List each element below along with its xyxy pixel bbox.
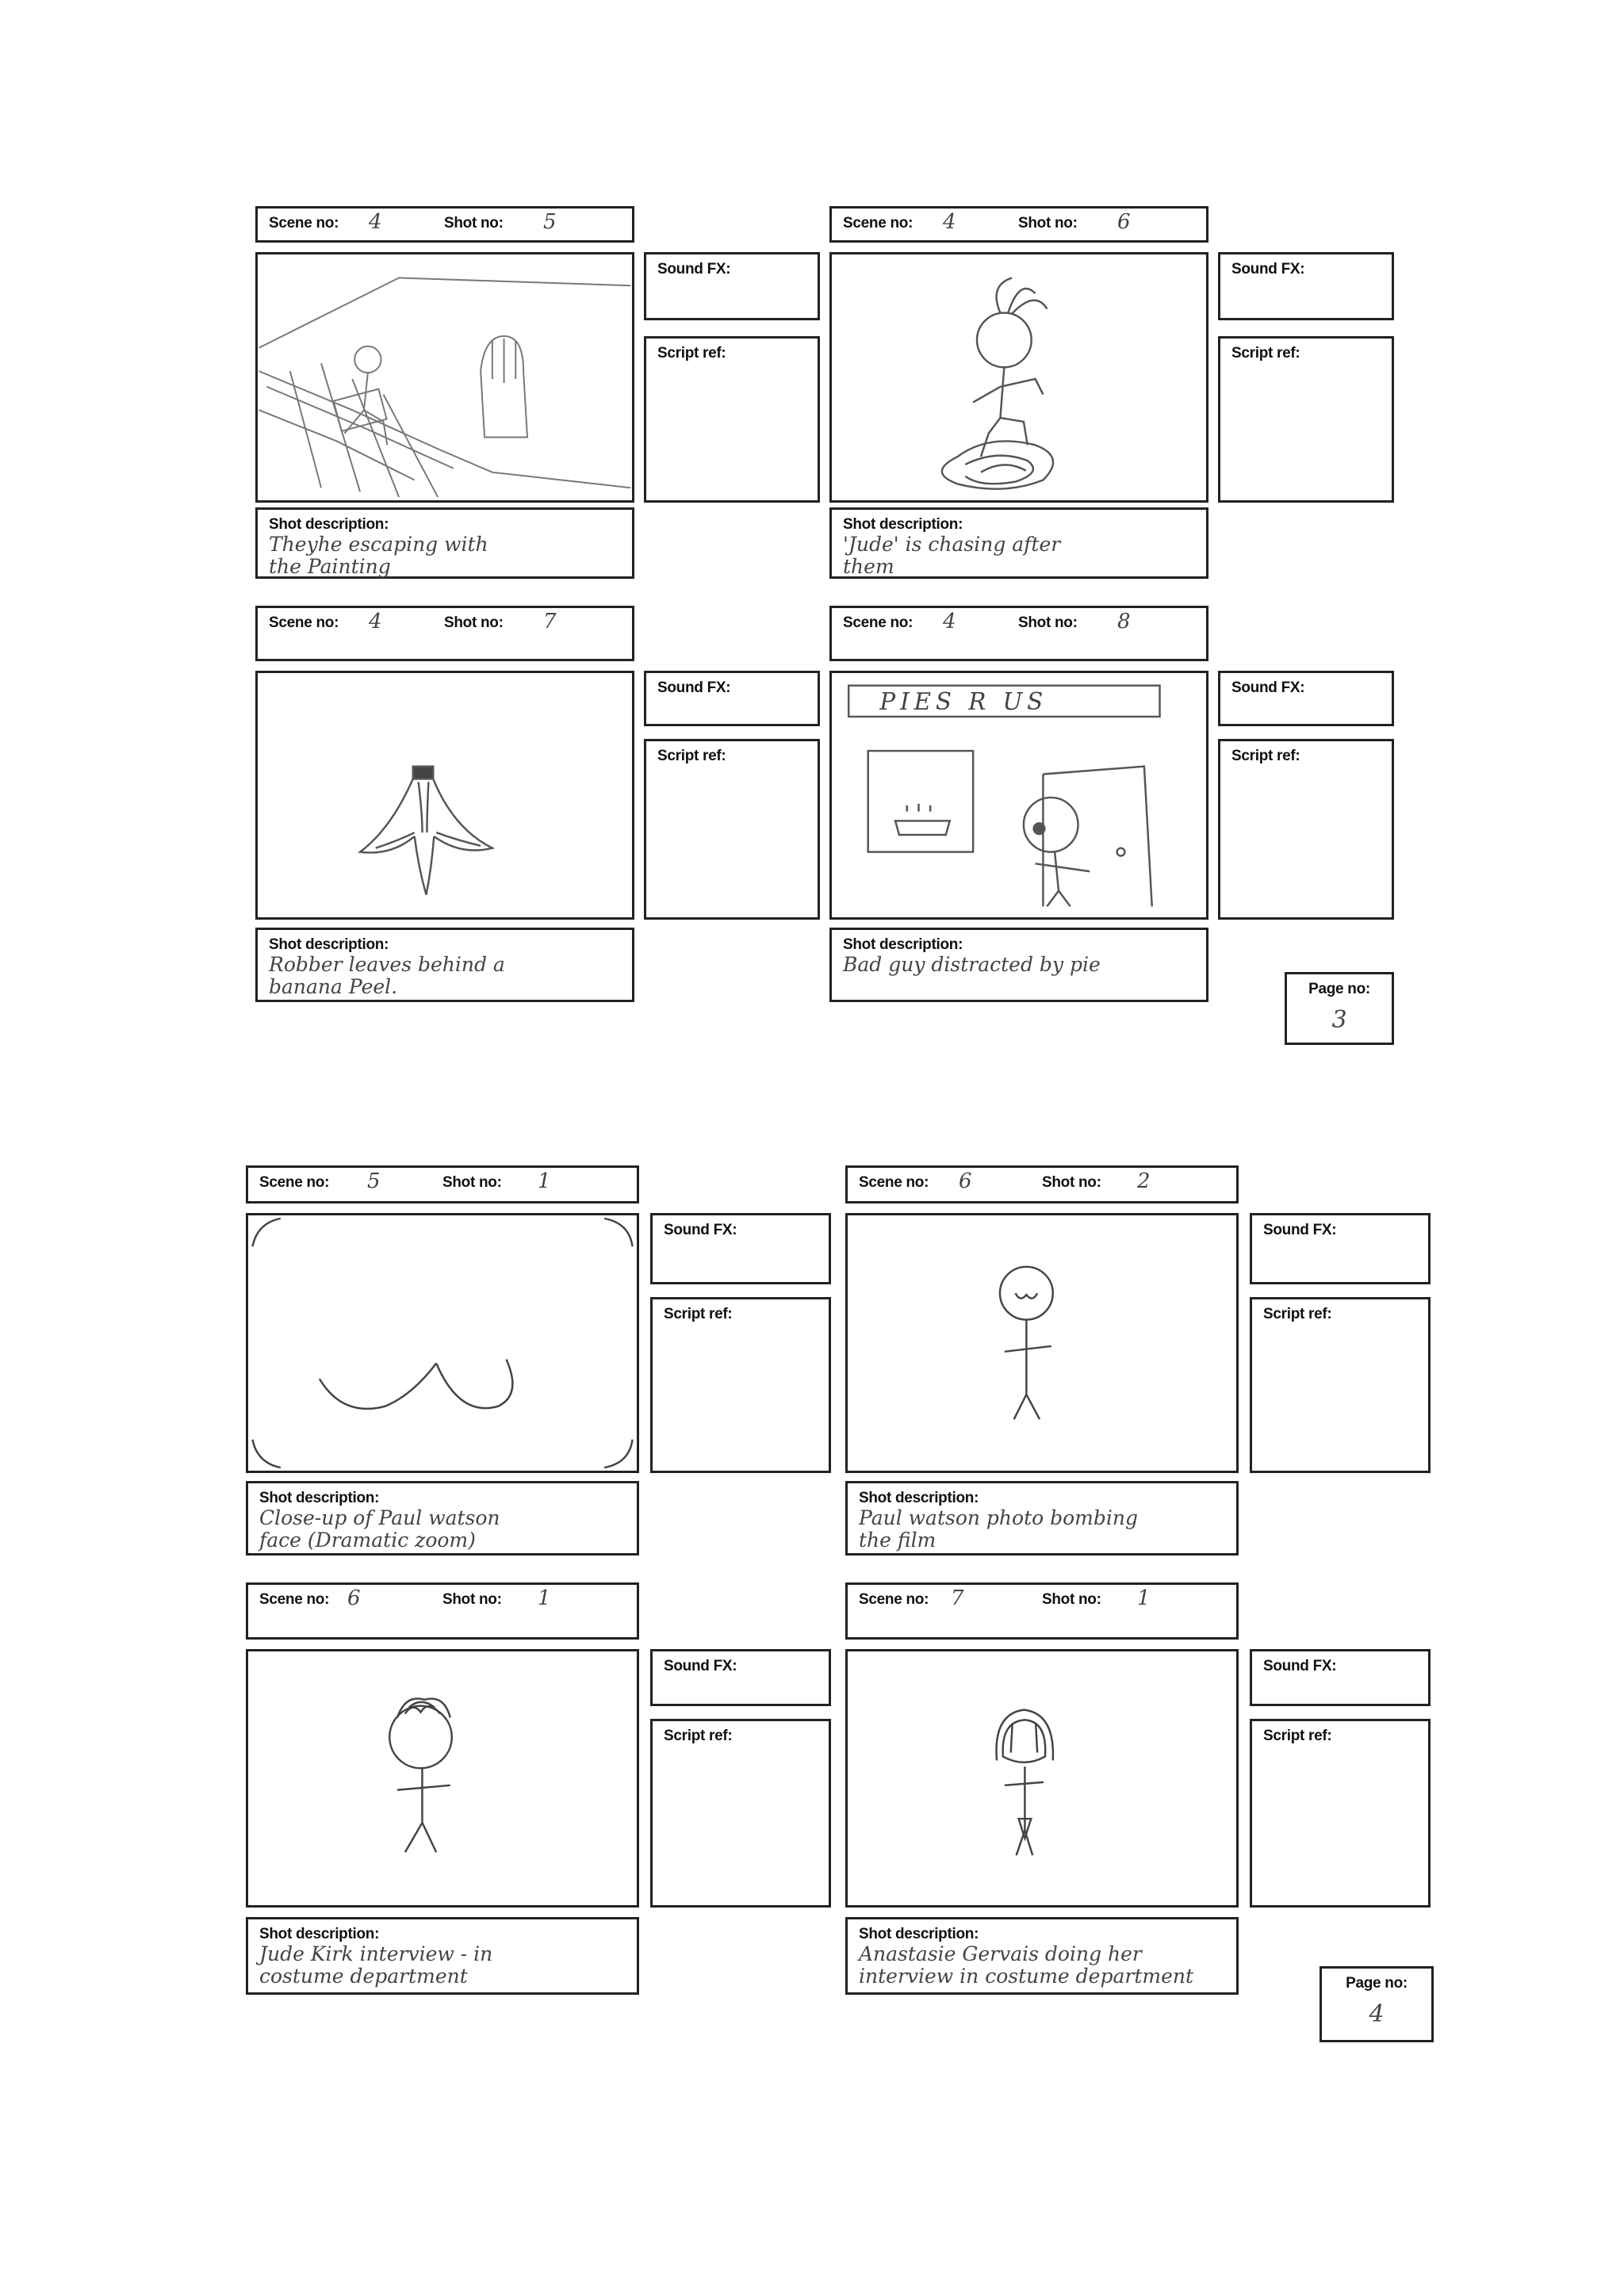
shot-frame bbox=[845, 1213, 1239, 1473]
sound-fx-label: Sound FX: bbox=[657, 261, 731, 277]
scene-label: Scene no: bbox=[259, 1174, 330, 1191]
shot-description-text: Bad guy distracted by pie bbox=[843, 953, 1101, 976]
scene-number: 6 bbox=[347, 1586, 361, 1610]
script-ref-box bbox=[644, 336, 820, 503]
script-ref-box bbox=[1218, 336, 1394, 503]
scene-label: Scene no: bbox=[843, 215, 914, 232]
scene-label: Scene no: bbox=[259, 1591, 330, 1608]
sound-fx-box bbox=[1218, 252, 1394, 320]
script-ref-box bbox=[1250, 1719, 1431, 1908]
shot-frame bbox=[255, 671, 634, 920]
scene-label: Scene no: bbox=[269, 614, 339, 631]
scene-number: 4 bbox=[369, 610, 382, 633]
shot-description-text: Jude Kirk interview - in costume department bbox=[259, 1942, 493, 1988]
shot-description-label: Shot description: bbox=[859, 1926, 979, 1942]
sound-fx-label: Sound FX: bbox=[664, 1222, 737, 1238]
shot-number: 5 bbox=[543, 210, 557, 234]
sound-fx-box bbox=[1250, 1213, 1431, 1284]
long-hair-stickman-icon bbox=[848, 1651, 1236, 1905]
shot-number: 7 bbox=[543, 610, 557, 633]
smiling-stickman-icon bbox=[848, 1215, 1236, 1471]
shot-frame bbox=[246, 1213, 639, 1473]
scene-number: 4 bbox=[943, 210, 956, 234]
shot-frame bbox=[829, 671, 1208, 920]
pie-shop-icon bbox=[832, 673, 1206, 917]
shot-frame bbox=[845, 1649, 1239, 1908]
shot-description-label: Shot description: bbox=[269, 516, 389, 533]
page-number-label: Page no: bbox=[1308, 981, 1370, 997]
shot-number: 2 bbox=[1137, 1169, 1151, 1193]
scene-label: Scene no: bbox=[843, 614, 914, 631]
script-ref-label: Script ref: bbox=[664, 1306, 733, 1322]
script-ref-label: Script ref: bbox=[664, 1728, 733, 1744]
sound-fx-box bbox=[650, 1213, 831, 1284]
shot-frame bbox=[829, 252, 1208, 503]
scene-number: 4 bbox=[943, 610, 956, 633]
shot-description-box bbox=[246, 1917, 639, 1995]
shot-description-text: Anastasie Gervais doing her interview in costume department bbox=[859, 1942, 1194, 1988]
script-ref-label: Script ref: bbox=[1231, 748, 1300, 764]
scene-number: 7 bbox=[951, 1586, 964, 1610]
script-ref-label: Script ref: bbox=[657, 345, 726, 362]
shot-description-text: Theyhe escaping with the Painting bbox=[269, 533, 488, 578]
shot-header bbox=[845, 1165, 1239, 1203]
scene-label: Scene no: bbox=[859, 1174, 929, 1191]
shot-frame bbox=[255, 252, 634, 503]
sound-fx-label: Sound FX: bbox=[1231, 261, 1305, 277]
page-number: 4 bbox=[1369, 2000, 1385, 2028]
shot-description-label: Shot description: bbox=[843, 936, 963, 953]
sound-fx-box bbox=[1218, 671, 1394, 726]
scene-number: 6 bbox=[959, 1169, 972, 1193]
shot-description-box bbox=[845, 1917, 1239, 1995]
script-ref-label: Script ref: bbox=[1263, 1728, 1332, 1744]
running-stickman-icon bbox=[832, 254, 1206, 500]
shot-label: Shot no: bbox=[442, 1174, 502, 1191]
scene-label: Scene no: bbox=[269, 215, 339, 232]
shot-description-box bbox=[255, 928, 634, 1002]
sound-fx-label: Sound FX: bbox=[664, 1658, 737, 1674]
shot-description-label: Shot description: bbox=[859, 1490, 979, 1506]
shot-description-label: Shot description: bbox=[259, 1490, 380, 1506]
page-number-label: Page no: bbox=[1346, 1975, 1408, 1992]
banana-peel-icon bbox=[258, 673, 632, 917]
shot-label: Shot no: bbox=[444, 614, 504, 631]
shot-label: Shot no: bbox=[444, 215, 504, 232]
shot-label: Shot no: bbox=[1018, 614, 1078, 631]
script-ref-box bbox=[1250, 1297, 1431, 1473]
shot-number: 6 bbox=[1117, 210, 1131, 234]
script-ref-box bbox=[650, 1719, 831, 1908]
shot-label: Shot no: bbox=[1018, 215, 1078, 232]
shot-header bbox=[829, 206, 1208, 243]
script-ref-label: Script ref: bbox=[1231, 345, 1300, 362]
shot-description-label: Shot description: bbox=[843, 516, 963, 533]
shot-description-label: Shot description: bbox=[259, 1926, 380, 1942]
shot-header bbox=[255, 206, 634, 243]
shot-label: Shot no: bbox=[442, 1591, 502, 1608]
stairs-figure-icon bbox=[258, 254, 632, 500]
shot-header bbox=[845, 1582, 1239, 1640]
script-ref-box bbox=[644, 739, 820, 920]
page-number-box bbox=[1285, 972, 1394, 1045]
sound-fx-box bbox=[650, 1649, 831, 1706]
scene-label: Scene no: bbox=[859, 1591, 929, 1608]
sound-fx-box bbox=[644, 252, 820, 320]
shot-description-box bbox=[845, 1481, 1239, 1556]
shot-description-label: Shot description: bbox=[269, 936, 389, 953]
shot-number: 1 bbox=[1137, 1586, 1151, 1610]
shot-description-box bbox=[829, 928, 1208, 1002]
sound-fx-box bbox=[1250, 1649, 1431, 1706]
shot-header bbox=[246, 1165, 639, 1203]
shot-number: 1 bbox=[538, 1586, 551, 1610]
smile-closeup-icon bbox=[248, 1215, 637, 1471]
shot-label: Shot no: bbox=[1042, 1174, 1101, 1191]
sound-fx-label: Sound FX: bbox=[1263, 1222, 1337, 1238]
scene-number: 4 bbox=[369, 210, 382, 234]
shot-header bbox=[829, 606, 1208, 661]
shop-sign-text: PIES R US bbox=[879, 688, 1048, 716]
shot-header bbox=[255, 606, 634, 661]
page-number: 3 bbox=[1331, 1006, 1347, 1034]
shot-description-box bbox=[246, 1481, 639, 1556]
shot-header bbox=[246, 1582, 639, 1640]
shot-number: 8 bbox=[1117, 610, 1131, 633]
shot-number: 1 bbox=[538, 1169, 551, 1193]
shot-description-box bbox=[829, 507, 1208, 579]
script-ref-box bbox=[650, 1297, 831, 1473]
sound-fx-label: Sound FX: bbox=[1263, 1658, 1337, 1674]
shot-label: Shot no: bbox=[1042, 1591, 1101, 1608]
shot-description-text: Paul watson photo bombing the film bbox=[859, 1506, 1138, 1552]
shot-description-text: Robber leaves behind a banana Peel. bbox=[269, 953, 505, 998]
shot-description-text: Close-up of Paul watson face (Dramatic zoom) bbox=[259, 1506, 500, 1552]
sound-fx-box bbox=[644, 671, 820, 726]
sound-fx-label: Sound FX: bbox=[1231, 679, 1305, 696]
script-ref-box bbox=[1218, 739, 1394, 920]
page-number-box bbox=[1320, 1966, 1434, 2042]
sound-fx-label: Sound FX: bbox=[657, 679, 731, 696]
shot-description-text: 'Jude' is chasing after them bbox=[843, 533, 1061, 578]
shot-frame bbox=[246, 1649, 639, 1908]
curly-stickman-icon bbox=[248, 1651, 637, 1905]
script-ref-label: Script ref: bbox=[1263, 1306, 1332, 1322]
scene-number: 5 bbox=[367, 1169, 381, 1193]
shot-description-box bbox=[255, 507, 634, 579]
script-ref-label: Script ref: bbox=[657, 748, 726, 764]
